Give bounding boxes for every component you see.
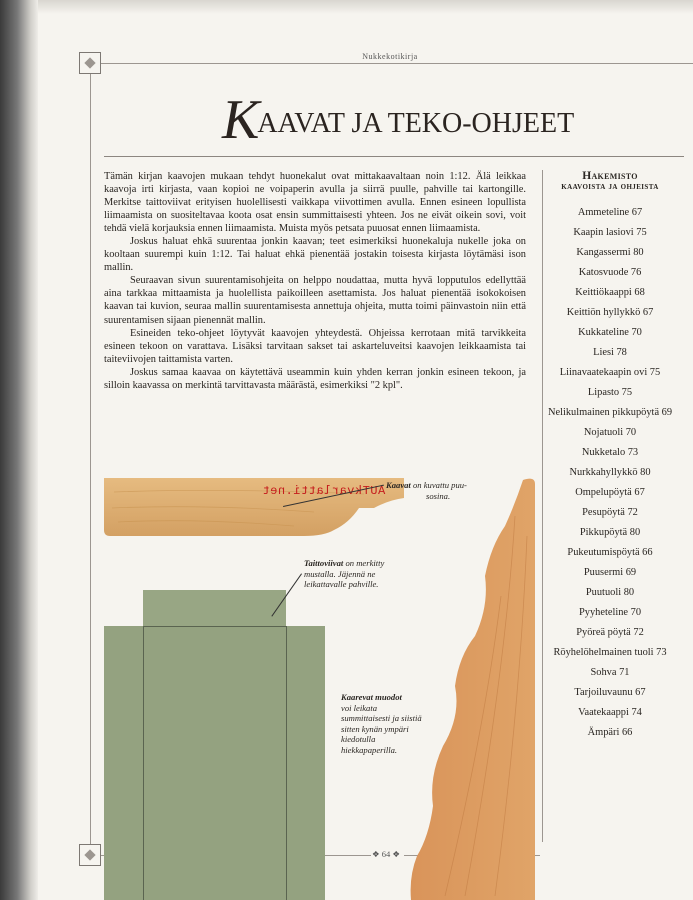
index-item: Keittiökaappi 68 — [575, 287, 645, 298]
title-initial: K — [222, 89, 260, 151]
caption-kaarevat-bold: Kaarevat muodot — [341, 692, 402, 702]
index-item: Puusermi 69 — [583, 567, 637, 578]
caption-kaavat — [386, 480, 502, 501]
page-top-edge — [38, 0, 693, 14]
book-spine-shadow — [0, 0, 38, 900]
index-item: Nurkkahyllykkö 80 — [569, 467, 651, 478]
page-title — [222, 89, 582, 151]
index-item: Nukketalo 73 — [581, 447, 639, 458]
index-item: Nojatuoli 70 — [583, 427, 637, 438]
body-paragraph: Seuraavan sivun suurentamisohjeita on helppo noudattaa, mutta hyvä lopputulos edellyttää aina tarkkaa mittaamista ja huolellista paikoilleen asettamista. Jos haluat pienentää isokokoisen kaavan tai kuvion, seuraa mallin suurentamisesta annettuja ohjeita, mutta toimi päinvastoin niin että suurentamisen sijaan pienennät mallin. — [104, 275, 526, 326]
body-paragraph: Joskus samaa kaavaa on käytettävä useammin kuin yhden kerran jonkin esineen tekoon, ja silloin kaavassa on merkintä tarvittavasta määrästä, esimerkiksi "2 kpl". — [104, 366, 526, 391]
index-item: Pikkupöytä 80 — [579, 527, 641, 538]
body-paragraph: Tämän kirjan kaavojen mukaan tehdyt huonekalut ovat mittakaavaltaan noin 1:12. Älä leikkaa kaavoja irti kirjasta, vaan kopioi ne voipaperin avulla ja siirrä puulle, pahville tai kartongille. Merkitse taittoviivat erityisen huolellisesti vaikkapa viivottimen avulla. Ennen esineen lopullista liimaamista on suositeltavaa koota osat ensin summittaisesti yhteen. Jos ne eivät oikein sovi, voit tehdä vielä korjauksia ennen liimaamista. Muista myös petsata puuosat ennen liimaamista. — [104, 171, 526, 235]
index-subheading: kaavoista ja ohjeista — [561, 182, 659, 192]
caption-kaavat-text2: sosina. — [426, 490, 451, 501]
index-item: Ompelupöytä 67 — [575, 487, 645, 498]
fold-line-right — [286, 626, 287, 900]
title-rest: AAVAT JA TEKO-OHJEET — [257, 108, 575, 139]
title-rule — [104, 156, 684, 157]
index-item: Pesupöytä 72 — [582, 507, 638, 518]
curved-wood-pattern — [405, 476, 541, 900]
index-item: Ammeteline 67 — [577, 207, 643, 218]
index-heading: Hakemisto — [582, 170, 638, 182]
running-head: Nukkekotikirja — [362, 52, 418, 61]
index-item: Sohva 71 — [590, 667, 630, 678]
index-item: Nelikulmainen pikkupöytä 69 — [547, 407, 673, 418]
index-item: Tarjoiluvaunu 67 — [574, 687, 646, 698]
index-sidebar — [540, 170, 680, 746]
caption-taitto-text: on merkitty mustalla. Jäjennä ne leikattavalle pahville. — [304, 558, 385, 590]
corner-ornament-top — [79, 52, 101, 74]
index-item: Pukeutumispöytä 66 — [567, 547, 653, 558]
green-tab — [143, 590, 286, 626]
page-number-value: 64 — [381, 849, 391, 859]
index-item: Pyyheteline 70 — [578, 607, 642, 618]
fold-line-left — [143, 626, 144, 900]
index-item: Kangassermi 80 — [576, 247, 644, 258]
index-item: Keittiön hyllykkö 67 — [566, 307, 654, 318]
index-item: Lipasto 75 — [587, 387, 633, 398]
diamond-icon — [84, 849, 95, 860]
caption-kaavat-text: on kuvattu puu- — [412, 480, 467, 490]
index-item: Katosvuode 76 — [578, 267, 642, 278]
caption-kaavat-bold: Kaavat — [386, 480, 411, 490]
index-list — [540, 206, 680, 739]
diamond-icon — [84, 57, 95, 68]
index-item: Kaapin lasiovi 75 — [573, 227, 647, 238]
index-item: Puutuoli 80 — [585, 587, 635, 598]
index-item: Ämpäri 66 — [587, 727, 633, 738]
body-paragraph: Esineiden teko-ohjeet löytyvät kaavojen yhteydestä. Ohjeissa kerrotaan mitä tarvikkeita esineen tekoon on varattava. Lisäksi tarvitaan sakset tai askarteluveitsi kaavojen leikkaamista tai taiteviivojen taittamista varten. — [104, 327, 526, 365]
watermark-text: AUTkvarlatti.net — [262, 484, 386, 498]
body-paragraph: Joskus haluat ehkä suurentaa jonkin kaavan; teet esimerkiksi huonekaluja nukelle joka on kooltaan suurempi kuin 1:12. Tai haluat ehkä pienentää jostakin toisesta kirjasta löytämäsi ison mallin. — [104, 236, 526, 274]
caption-taitto-bold: Taittoviivat — [304, 558, 344, 568]
index-item: Kukkateline 70 — [578, 327, 642, 338]
caption-kaarevat — [341, 692, 425, 756]
index-item: Liinavaatekaapin ovi 75 — [559, 367, 661, 378]
fold-line-horizontal — [143, 626, 286, 627]
body-text — [104, 170, 526, 392]
index-item: Liesi 78 — [593, 347, 627, 358]
left-frame-rule — [90, 74, 91, 844]
index-item: Röyhelöhelmainen tuoli 73 — [553, 647, 667, 658]
index-item: Pyöreä pöytä 72 — [576, 627, 644, 638]
caption-taittoviivat — [304, 558, 400, 590]
corner-ornament-bottom — [79, 844, 101, 866]
page-number: ❖ 64 ❖ — [372, 849, 400, 859]
caption-kaarevat-text: voi leikata summittaisesti ja siistiä sitten kynän ympäri kiedotulla hiekkapaperilla. — [341, 702, 422, 755]
green-card-pattern — [104, 626, 325, 900]
top-frame-rule — [101, 63, 693, 64]
index-item: Vaatekaappi 74 — [578, 707, 642, 718]
